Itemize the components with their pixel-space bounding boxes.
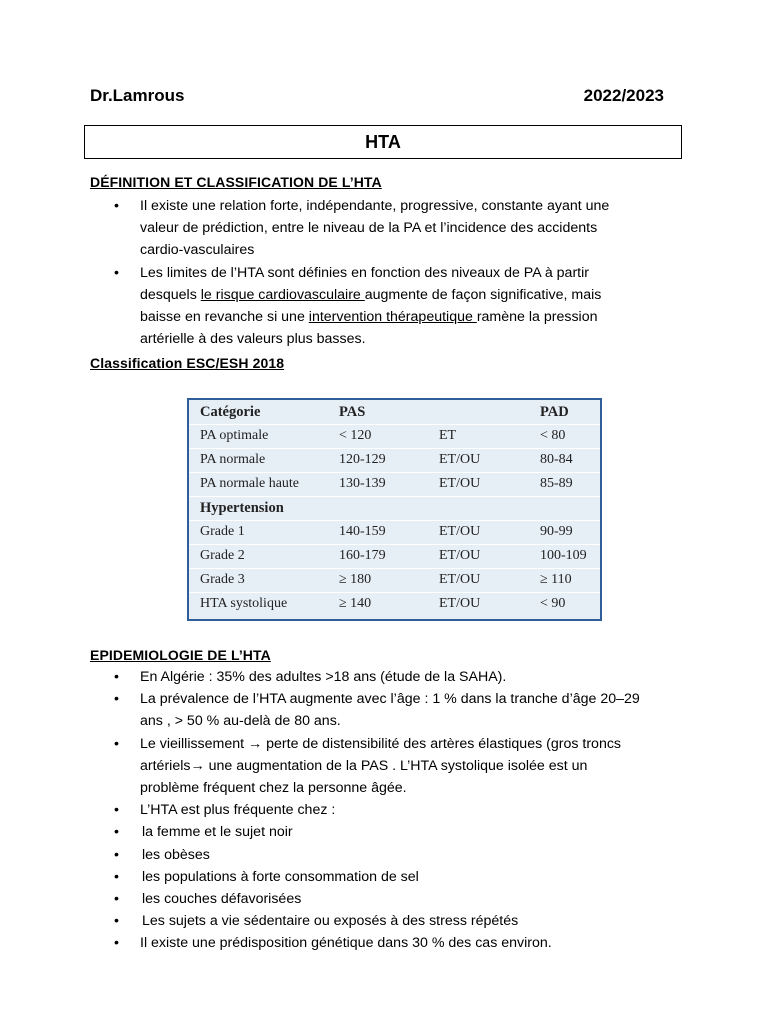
page-title [84,125,682,159]
bullet-icon: • [114,264,119,281]
page-title-text: HTA [365,131,401,152]
table-header-cell: Catégorie [200,404,261,420]
classification-table [187,398,602,621]
author-name: Dr.Lamrous [90,86,185,105]
bullet-icon: • [114,802,119,819]
list-item: • Il existe une relation forte, indépendante, progressive, constante ayant une valeur de prédiction, entre le niveau de la PA et l’incidence des accidents cardio-vasculaires [0,195,660,262]
epidemiology-list [0,666,662,955]
list-item: • Il existe une prédisposition génétique dans 30 % des cas environ. [0,932,660,954]
table-row: Grade 2 160-179 ET/OU 100-109 [189,544,600,569]
table-row: PA normale haute 130-139 ET/OU 85-89 [189,472,600,497]
table-row: Grade 3 ≥ 180 ET/OU ≥ 110 [189,568,600,593]
list-item: • la femme et le sujet noir [0,821,662,843]
definition-heading: DÉFINITION ET CLASSIFICATION DE L’HTA [90,174,382,190]
table-row: PA normale 120-129 ET/OU 80-84 [189,448,600,473]
table-row: PA optimale < 120 ET < 80 [189,424,600,449]
list-item: • La prévalence de l’HTA augmente avec l’âge : 1 % dans la tranche d’âge 20–29 ans , > 50 % au-delà de 80 ans. [0,688,660,732]
table-header-cell: PAS [339,404,366,420]
bullet-icon: • [114,824,119,841]
table-header-row [189,400,600,425]
bullet-icon: • [114,669,119,685]
bullet-icon: • [114,935,119,952]
bullet-icon: • [114,891,119,908]
bullet-icon: • [114,735,119,752]
list-item: • les obèses [0,844,662,866]
bullet-icon: • [114,198,119,214]
list-item: • les couches défavorisées [0,888,662,910]
table-header-cell: PAD [540,404,569,420]
list-item: • Les sujets a vie sédentaire ou exposés à des stress répétés [0,910,662,932]
list-item: • Le vieillissement → perte de distensibilité des artères élastiques (gros troncs artériels→ une augmentation de la PAS . L’HTA systolique isolée est un problème fréquent chez la personne âgée. [0,733,660,800]
list-item: • En Algérie : 35% des adultes >18 ans (étude de la SAHA). [0,666,660,688]
bullet-icon: • [114,913,119,930]
definition-list [0,195,660,350]
epidemiology-heading: EPIDEMIOLOGIE DE L’HTA [90,647,271,663]
underlined-term: le risque cardiovasculaire [200,286,365,303]
list-item: • L’HTA est plus fréquente chez : [0,799,660,821]
bullet-icon: • [114,691,119,708]
table-row: HTA systolique ≥ 140 ET/OU < 90 [200,596,566,611]
table-group-row: Hypertension [189,496,600,521]
table-row: Grade 1 140-159 ET/OU 90-99 [189,520,600,545]
document-header [90,86,666,112]
bullet-icon: • [114,868,119,885]
classification-heading: Classification ESC/ESH 2018 [90,355,285,371]
underlined-term: intervention thérapeutique [308,309,477,326]
list-item: • les populations à forte consommation de sel [0,866,662,888]
academic-year: 2022/2023 [583,86,664,105]
bullet-icon: • [114,846,119,863]
list-item: • Les limites de l’HTA sont définies en fonction des niveaux de PA à partir desquels le risque cardiovasculaire augmente de façon significative, mais baisse en revanche si une intervention thérapeutique ramène la pression artérielle à des valeurs plus basses. [0,262,660,351]
